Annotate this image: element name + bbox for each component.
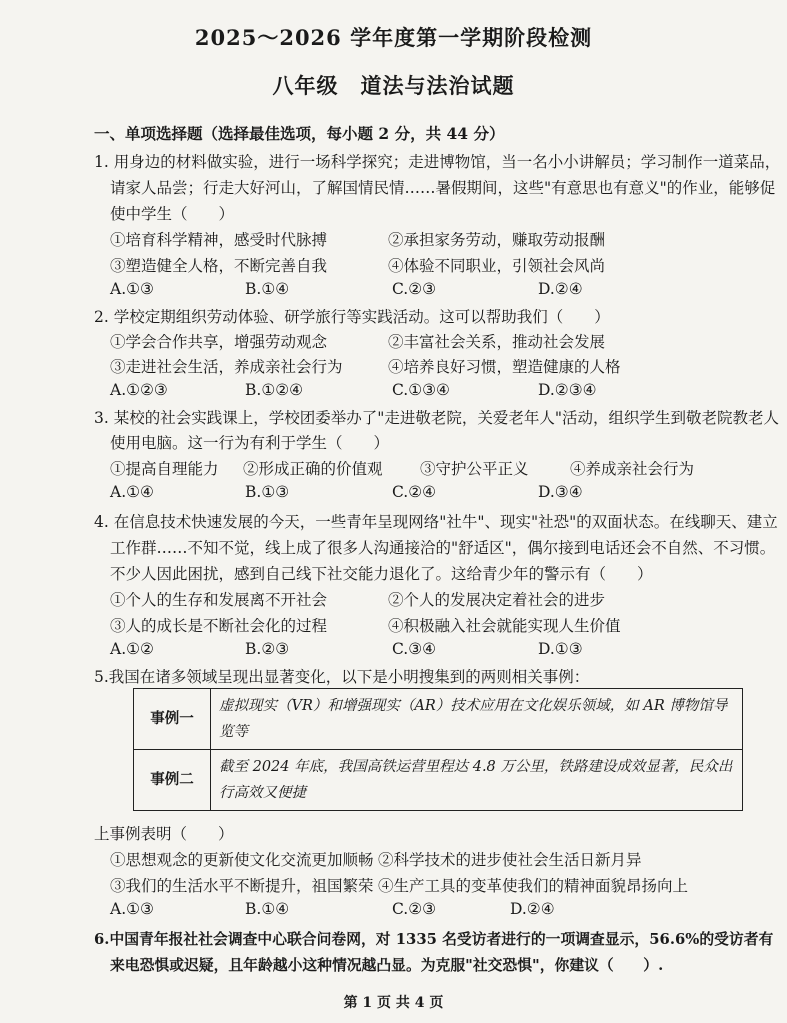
q5-choice-c: C.②③	[392, 900, 437, 918]
table-row	[134, 750, 743, 811]
page-number: 第 1 页 共 4 页	[343, 995, 444, 1011]
q3-item-2: ②形成正确的价值观	[243, 460, 383, 478]
q1-stem-line-3: 使中学生（ ）	[110, 205, 235, 223]
examples-table	[133, 688, 743, 811]
q5-stem: 5.我国在诸多领域呈现出显著变化，以下是小明搜集到的两则相关事例：	[94, 668, 590, 686]
q5-choice-a: A.①③	[110, 900, 154, 918]
q6-stem-line-2: 来电恐惧或迟疑，且年龄越小这种情况越凸显。为克服"社交恐惧"，你建议（ ）.	[110, 957, 664, 974]
q4-item-2: ②个人的发展决定着社会的进步	[388, 591, 606, 609]
q1-stem-line-2: 请家人品尝；行走大好河山，了解国情民情……暑假期间，这些"有意思也有意义"的作业，能够促	[110, 179, 776, 197]
q4-item-1: ①个人的生存和发展离不开社会	[110, 591, 328, 609]
q1-item-3: ③塑造健全人格，不断完善自我	[110, 257, 328, 275]
q4-stem-line-2: 工作群……不知不觉，线上成了很多人沟通接洽的"舒适区"，偶尔接到电话还会不自然、不习惯。	[110, 539, 776, 557]
q1-item-2: ②承担家务劳动，赚取劳动报酬	[388, 231, 606, 249]
q5-prompt: 上事例表明（ ）	[94, 825, 234, 843]
q3-item-4: ④养成亲社会行为	[570, 460, 695, 478]
q6-stem-line-1: 6.中国青年报社社会调查中心联合问卷网，对 1335 名受访者进行的一项调查显示，56.6%的受访者有	[94, 931, 774, 948]
q1-item-4: ④体验不同职业，引领社会风尚	[388, 257, 606, 275]
q4-stem-line-1: 4. 在信息技术快速发展的今天，一些青年呈现网络"社牛"、现实"社恐"的双面状态。在线聊天、建立	[94, 513, 778, 531]
q5-choice-d: D.②④	[510, 900, 555, 918]
q3-stem-line-1: 3. 某校的社会实践课上，学校团委举办了"走进敬老院，关爱老年人"活动，组织学生到敬老院教老人	[94, 409, 779, 427]
q2-choice-d: D.②③④	[538, 381, 597, 399]
exam-title: 2025～2026 学年度第一学期阶段检测	[194, 25, 593, 50]
q5-item-1: ①思想观念的更新使文化交流更加顺畅	[110, 851, 374, 869]
q4-choice-b: B.②③	[245, 640, 290, 658]
q2-stem: 2. 学校定期组织劳动体验、研学旅行等实践活动。这可以帮助我们（ ）	[94, 308, 610, 326]
q3-item-3: ③守护公平正义	[420, 460, 529, 478]
q5-choice-b: B.①④	[245, 900, 290, 918]
example-1-head: 事例一	[134, 689, 211, 750]
q3-stem-line-2: 使用电脑。这一行为有利于学生（ ）	[110, 434, 390, 452]
q4-choice-a: A.①②	[110, 640, 154, 658]
q2-item-1: ①学会合作共享，增强劳动观念	[110, 333, 328, 351]
q4-choice-c: C.③④	[392, 640, 437, 658]
q4-stem-line-3: 不少人因此困扰，感到自己线下社交能力退化了。这给青少年的警示有（ ）	[110, 565, 653, 583]
q3-choice-b: B.①③	[245, 483, 290, 501]
q2-item-4: ④培养良好习惯，塑造健康的人格	[388, 358, 621, 376]
q5-item-4: ④生产工具的变革使我们的精神面貌昂扬向上	[378, 877, 689, 895]
example-2-head: 事例二	[134, 750, 211, 811]
section-heading: 一、单项选择题（选择最佳选项，每小题 2 分，共 44 分）	[94, 124, 505, 143]
q1-choice-b: B.①④	[245, 280, 290, 298]
q2-item-3: ③走进社会生活，养成亲社会行为	[110, 358, 343, 376]
q1-choice-c: C.②③	[392, 280, 437, 298]
q2-item-2: ②丰富社会关系，推动社会发展	[388, 333, 606, 351]
q1-choice-d: D.②④	[538, 280, 583, 298]
q2-choice-a: A.①②③	[110, 381, 168, 399]
q4-choice-d: D.①③	[538, 640, 583, 658]
q1-choice-a: A.①③	[110, 280, 154, 298]
q5-item-2: ②科学技术的进步使社会生活日新月异	[378, 851, 642, 869]
table-row	[134, 689, 743, 750]
exam-subtitle: 八年级 道法与法治试题	[272, 73, 515, 98]
q3-item-1: ①提高自理能力	[110, 460, 219, 478]
q5-item-3: ③我们的生活水平不断提升，祖国繁荣	[110, 877, 374, 895]
example-2-text: 截至 2024 年底，我国高铁运营里程达 4.8 万公里，铁路建设成效显著，民众出行高效又便捷	[211, 750, 743, 811]
q3-choice-c: C.②④	[392, 483, 437, 501]
q4-item-3: ③人的成长是不断社会化的过程	[110, 617, 328, 635]
q3-choice-d: D.③④	[538, 483, 583, 501]
q4-item-4: ④积极融入社会就能实现人生价值	[388, 617, 621, 635]
q1-item-1: ①培育科学精神，感受时代脉搏	[110, 231, 328, 249]
q1-stem-line-1: 1. 用身边的材料做实验，进行一场科学探究；走进博物馆，当一名小小讲解员；学习制作一道菜品，	[94, 153, 781, 171]
q2-choice-c: C.①③④	[392, 381, 450, 399]
q3-choice-a: A.①④	[110, 483, 154, 501]
example-1-text: 虚拟现实（VR）和增强现实（AR）技术应用在文化娱乐领域，如 AR 博物馆导览等	[211, 689, 743, 750]
q2-choice-b: B.①②④	[245, 381, 304, 399]
